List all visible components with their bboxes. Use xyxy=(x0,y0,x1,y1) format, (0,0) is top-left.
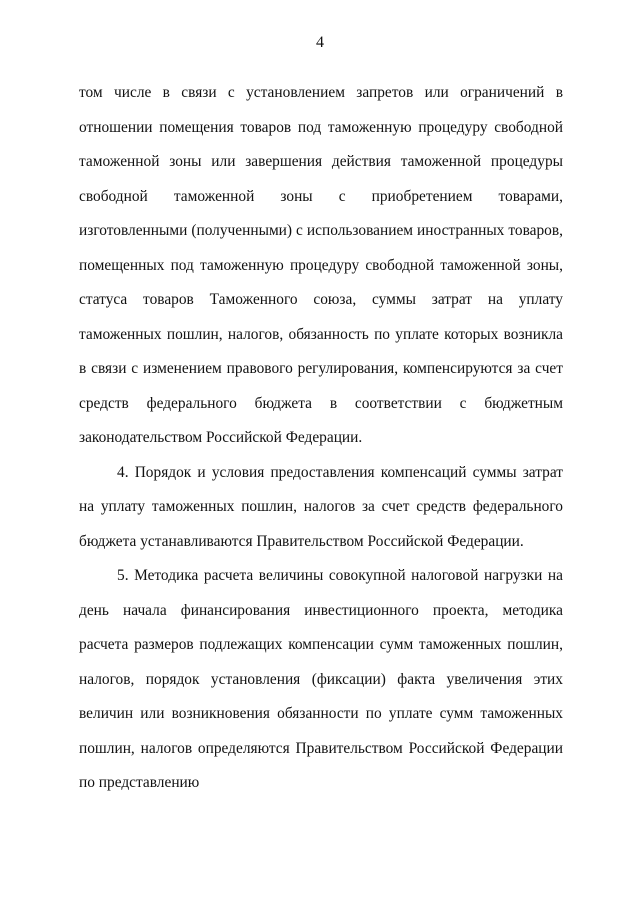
paragraph-item-4: 4. Порядок и условия предоставления компенсаций суммы затрат на уплату таможенных пошлин, налогов за счет средств федерального бюджета устанавливаются Правительством Российской Федерации. xyxy=(79,463,563,550)
page-number: 4 xyxy=(316,34,324,51)
document-body xyxy=(79,76,563,801)
paragraph-item-5: 5. Методика расчета величины совокупной налоговой нагрузки на день начала финансирования инвестиционного проекта, методика расчета размеров подлежащих компенсации сумм таможенных пошлин, налогов, порядок установления (фиксации) факта увеличения этих величин или возникновения обязанности по уплате сумм таможенных пошлин, налогов определяются Правительством Российской Федерации по представлению xyxy=(79,567,563,791)
paragraph-continuation: том числе в связи с установлением запретов или ограничений в отношении помещения товаров под таможенную процедуру свободной таможенной зоны или завершения действия таможенной процедуры свободной таможенной зоны с приобретением товарами, изготовленными (полученными) с использованием иностранных товаров, помещенных под таможенную процедуру свободной таможенной зоны, статуса товаров Таможенного союза, суммы затрат на уплату таможенных пошлин, налогов, обязанность по уплате которых возникла в связи с изменением правового регулирования, компенсируются за счет средств федерального бюджета в соответствии с бюджетным законодательством Российской Федерации. xyxy=(79,84,563,446)
